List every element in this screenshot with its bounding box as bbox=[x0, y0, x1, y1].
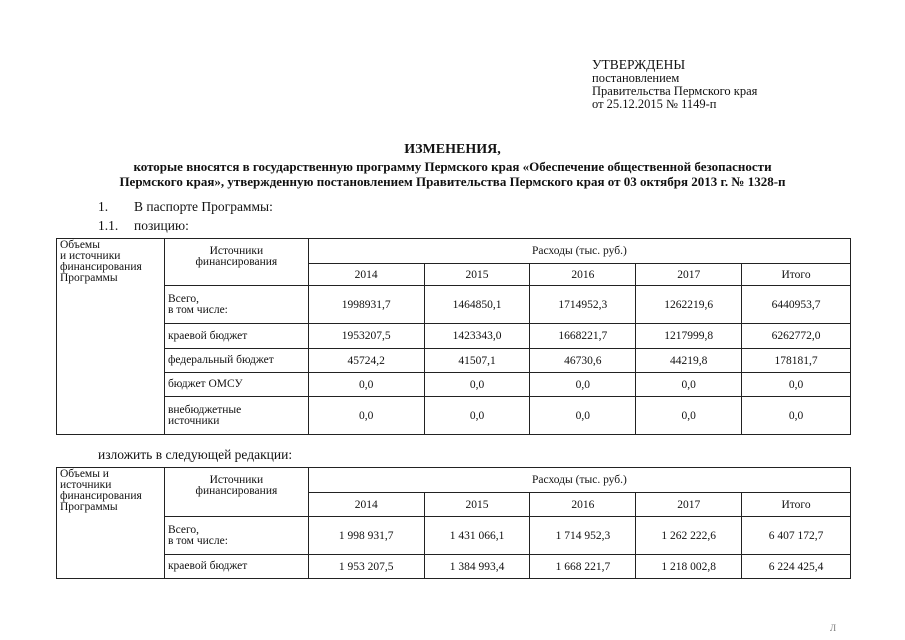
document-title: ИЗМЕНЕНИЯ, bbox=[404, 142, 501, 157]
value-cell: 1 218 002,8 bbox=[636, 555, 742, 579]
value-cell: 1998931,7 bbox=[308, 286, 424, 324]
source-cell: федеральный бюджет bbox=[164, 349, 308, 373]
table-new-year-header: 2015 bbox=[424, 493, 530, 517]
table-old-expenses-header: Расходы (тыс. руб.) bbox=[308, 239, 850, 264]
value-cell: 1262219,6 bbox=[636, 286, 742, 324]
approval-line-2: Правительства Пермского края bbox=[592, 84, 758, 98]
value-cell: 6440953,7 bbox=[742, 286, 851, 324]
value-cell: 1668221,7 bbox=[530, 324, 636, 349]
value-cell: 0,0 bbox=[424, 397, 530, 435]
item-1 bbox=[98, 199, 273, 215]
table-row bbox=[57, 324, 851, 349]
approval-heading: УТВЕРЖДЕНЫ bbox=[592, 57, 686, 72]
value-cell: 6 407 172,7 bbox=[742, 517, 851, 555]
value-cell: 41507,1 bbox=[424, 349, 530, 373]
item-1-text: В паспорте Программы: bbox=[134, 199, 273, 214]
value-cell: 0,0 bbox=[424, 373, 530, 397]
table-old-source-header: Источники финансирования bbox=[164, 239, 308, 286]
value-cell: 6262772,0 bbox=[742, 324, 851, 349]
source-cell: бюджет ОМСУ bbox=[164, 373, 308, 397]
value-cell: 1 953 207,5 bbox=[308, 555, 424, 579]
value-cell: 0,0 bbox=[530, 397, 636, 435]
table-new-year-header: 2014 bbox=[308, 493, 424, 517]
value-cell: 1217999,8 bbox=[636, 324, 742, 349]
item-1-1-text: позицию: bbox=[134, 218, 189, 233]
approval-block bbox=[592, 58, 757, 111]
value-cell: 0,0 bbox=[530, 373, 636, 397]
value-cell: 1714952,3 bbox=[530, 286, 636, 324]
value-cell: 1 431 066,1 bbox=[424, 517, 530, 555]
value-cell: 178181,7 bbox=[742, 349, 851, 373]
table-new-year-header: 2016 bbox=[530, 493, 636, 517]
table-new-total-header: Итого bbox=[742, 493, 851, 517]
value-cell: 1 668 221,7 bbox=[530, 555, 636, 579]
item-1-number: 1. bbox=[98, 199, 109, 214]
value-cell: 1464850,1 bbox=[424, 286, 530, 324]
value-cell: 0,0 bbox=[636, 373, 742, 397]
value-cell: 1 998 931,7 bbox=[308, 517, 424, 555]
subtitle-line-2: Пермского края», утвержденную постановлением Правительства Пермского края от 03 октября 2013 г. № 1328-п bbox=[119, 174, 786, 189]
value-cell: 1953207,5 bbox=[308, 324, 424, 349]
table-old-year-header: 2015 bbox=[424, 264, 530, 286]
table-row bbox=[57, 517, 851, 555]
item-1-1-number: 1.1. bbox=[98, 218, 119, 233]
table-new-year-header: 2017 bbox=[636, 493, 742, 517]
source-cell: краевой бюджет bbox=[164, 555, 308, 579]
table-new-source-header: Источники финансирования bbox=[164, 468, 308, 517]
replace-instruction: изложить в следующей редакции: bbox=[98, 447, 293, 462]
table-row bbox=[57, 286, 851, 324]
source-cell: Всего, в том числе: bbox=[164, 286, 308, 324]
approval-line-1: постановлением bbox=[592, 71, 680, 85]
value-cell: 45724,2 bbox=[308, 349, 424, 373]
value-cell: 0,0 bbox=[308, 397, 424, 435]
value-cell: 1 262 222,6 bbox=[636, 517, 742, 555]
table-row bbox=[57, 397, 851, 435]
table-old-year-header: 2014 bbox=[308, 264, 424, 286]
table-new-expenses-header: Расходы (тыс. руб.) bbox=[308, 468, 850, 493]
table-old-year-header: 2017 bbox=[636, 264, 742, 286]
table-new-row-label: Объемы и источники финансирования Программы bbox=[57, 468, 165, 579]
document-subtitle bbox=[0, 159, 905, 189]
value-cell: 46730,6 bbox=[530, 349, 636, 373]
table-row bbox=[57, 555, 851, 579]
value-cell: 1423343,0 bbox=[424, 324, 530, 349]
approval-line-3: от 25.12.2015 № 1149-п bbox=[592, 97, 717, 111]
table-row bbox=[57, 349, 851, 373]
subtitle-line-1: которые вносятся в государственную программу Пермского края «Обеспечение общественной безопасности bbox=[133, 159, 772, 174]
table-old-row-label: Объемы и источники финансирования Программы bbox=[57, 239, 165, 435]
value-cell: 0,0 bbox=[742, 373, 851, 397]
source-cell: внебюджетные источники bbox=[164, 397, 308, 435]
value-cell: 1 384 993,4 bbox=[424, 555, 530, 579]
value-cell: 0,0 bbox=[636, 397, 742, 435]
table-old-total-header: Итого bbox=[742, 264, 851, 286]
source-cell: краевой бюджет bbox=[164, 324, 308, 349]
corner-mark: Л bbox=[830, 623, 837, 633]
value-cell: 0,0 bbox=[308, 373, 424, 397]
value-cell: 44219,8 bbox=[636, 349, 742, 373]
table-old-year-header: 2016 bbox=[530, 264, 636, 286]
table-row bbox=[57, 373, 851, 397]
item-1-1 bbox=[98, 218, 189, 234]
value-cell: 1 714 952,3 bbox=[530, 517, 636, 555]
source-cell: Всего, в том числе: bbox=[164, 517, 308, 555]
value-cell: 6 224 425,4 bbox=[742, 555, 851, 579]
value-cell: 0,0 bbox=[742, 397, 851, 435]
table-old-position bbox=[56, 238, 851, 435]
table-new-position bbox=[56, 467, 851, 579]
